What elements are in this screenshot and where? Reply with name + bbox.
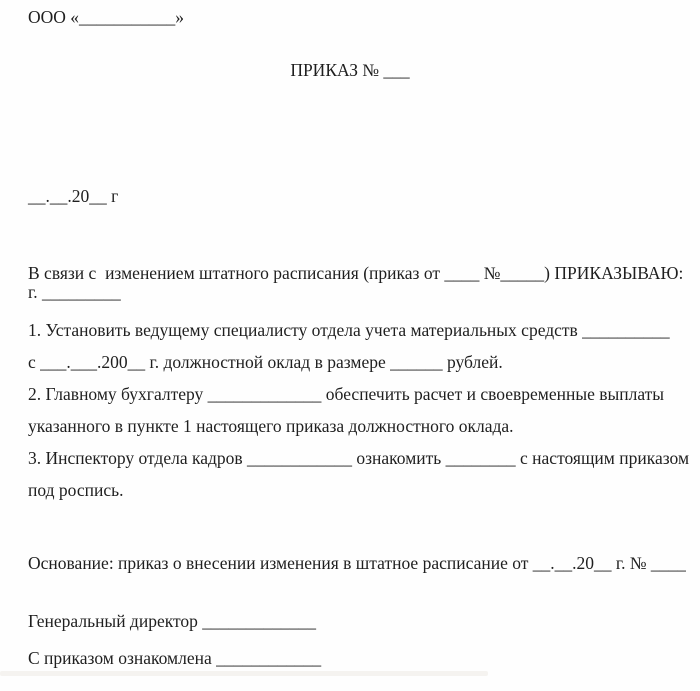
acknowledgment-signature-line: С приказом ознакомлена ____________ — [28, 648, 322, 668]
order-item-2-line-2: указанного в пункте 1 настоящего приказа должностного оклада. — [28, 416, 514, 436]
basis-line: Основание: приказ о внесении изменения в штатное расписание от __.__.20__ г. № ____ — [28, 553, 686, 573]
order-title: ПРИКАЗ № ___ — [290, 60, 410, 80]
order-item-1-line-2: с ___.___.200__ г. должностной оклад в размере ______ рублей. — [28, 352, 503, 372]
company-name-line: ООО «___________» — [28, 7, 185, 27]
director-signature-line: Генеральный директор _____________ — [28, 611, 317, 631]
order-item-2-line-1: 2. Главному бухгалтеру _____________ обеспечить расчет и своевременные выплаты — [28, 384, 665, 404]
preamble-line: В связи с изменением штатного расписания (приказ от ____ №_____) ПРИКАЗЫВАЮ: — [28, 263, 684, 283]
date-line: __.__.20__ г — [28, 186, 119, 206]
order-items — [28, 314, 689, 506]
order-item-3-line-1: 3. Инспектору отдела кадров ____________ ознакомить ________ с настоящим приказом — [28, 448, 690, 468]
order-item-1-line-1: 1. Установить ведущему специалисту отдела учета материальных средств __________ — [28, 320, 670, 340]
scan-artifact-smudge — [0, 671, 488, 676]
order-item-3-line-2: под роспись. — [28, 480, 124, 500]
city-line: г. _________ — [28, 282, 121, 302]
